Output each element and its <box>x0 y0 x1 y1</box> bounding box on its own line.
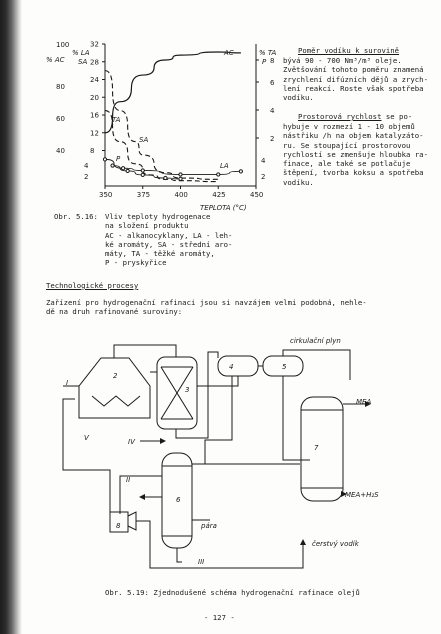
right-tick-label-ta: 6 <box>270 79 275 87</box>
left-tick-label-small: 2 <box>84 173 89 181</box>
label-unit-6: 6 <box>176 496 181 504</box>
left-tick-label-la: 12 <box>90 129 99 138</box>
heading-prostorova-rychlost: Prostorová rychlost <box>298 112 382 121</box>
section-title: Technologické procesy <box>46 281 139 290</box>
x-tick-label: 375 <box>136 191 151 199</box>
left-tick-label-la: 24 <box>90 76 99 84</box>
series-label-sa: SA <box>139 136 149 144</box>
left-tick-label-ac: 40 <box>56 147 65 155</box>
absorber-7 <box>301 397 343 501</box>
heading-pomer-vodiku: Poměr vodíku k surovině <box>298 46 400 55</box>
paragraph-prostorova-rychlost-line: finace, ale také se potlačuje <box>283 159 411 169</box>
right-tick-label-ta: 2 <box>270 135 275 143</box>
left-tick-label-small: 4 <box>84 162 89 170</box>
figure-5-16-caption-line: Vliv teploty hydrogenace <box>105 212 211 221</box>
paragraph-prostorova-rychlost-line: vodíku. <box>283 177 314 187</box>
x-tick-label: 425 <box>212 191 226 199</box>
left-tick-label-la: 8 <box>90 147 95 155</box>
section-paragraph-line: Zařízení pro hydrogenační rafinaci jsou si navzájem velmi podobná, nehle- <box>46 298 367 307</box>
paragraph-pomer-vodiku-line: Zvětšování tohoto poměru znamená <box>283 65 424 75</box>
paragraph-pomer-vodiku-line: zrychlení difúzních dějů a zrych- <box>283 74 428 84</box>
series-label-la: LA <box>220 162 229 170</box>
right-tick-label-small: 4 <box>261 157 266 165</box>
page-number: - 127 - <box>204 613 235 622</box>
label-mea-h2s: MEA+H₂S <box>345 491 379 499</box>
figure-5-16-caption-line: na složení produktu <box>105 221 189 231</box>
series-label-p: P <box>116 155 121 163</box>
left-axis-title-la: % LA <box>72 49 90 57</box>
x-tick-label: 350 <box>99 191 113 199</box>
left-tick-label-ac: 60 <box>56 115 65 123</box>
label-para: pára <box>201 522 217 530</box>
label-unit-7: 7 <box>314 444 319 452</box>
left-axis-title-ac: % AC <box>46 56 65 64</box>
paragraph-prostorova-rychlost-line: štěpení, tvorba koksu a spotřeba <box>283 168 424 178</box>
label-unit-5: 5 <box>282 363 287 371</box>
x-tick-label: 450 <box>250 191 264 199</box>
furnace-2 <box>79 358 150 418</box>
label-cirkulacni-plyn: cirkulační plyn <box>290 337 341 345</box>
right-tick-label-ta: 8 <box>270 57 275 65</box>
figure-5-19-caption: Obr. 5.19: Zjednodušené schéma hydrogenační rafinace olejů <box>105 588 360 597</box>
left-tick-label-la: 32 <box>90 40 99 49</box>
label-unit-2: 2 <box>113 372 118 380</box>
right-axis-title-ta: % TA <box>259 49 277 57</box>
x-axis-title: TEPLOTA (°C) <box>200 204 247 212</box>
x-tick-label: 400 <box>174 191 188 199</box>
label-stream-I: I <box>66 379 69 387</box>
separator-4 <box>218 356 258 376</box>
series-label-ta: TA <box>112 116 121 124</box>
figure-5-16-caption-line: P - pryskyřice <box>105 258 167 268</box>
section-paragraph-line: dě na druh rafinované suroviny: <box>46 307 183 317</box>
left-axis-title-sa: SA <box>78 58 88 66</box>
figure-5-16-caption-label: Obr. 5.16: <box>54 212 98 221</box>
right-tick-label-ta: 4 <box>270 107 275 115</box>
left-tick-label-ac: 80 <box>56 83 65 91</box>
paragraph-prostorova-rychlost-line: ru. Se stoupající prostorovou <box>283 140 411 150</box>
paragraph-pomer-vodiku-line: lení reakcí. Roste však spotřeba <box>283 83 424 93</box>
figure-5-16-caption-line: máty, TA - těžké aromáty, <box>105 249 215 259</box>
figure-5-16-caption-line: ké aromáty, SA - střední aro- <box>105 239 233 249</box>
left-tick-label-la: 28 <box>90 58 99 67</box>
label-unit-8: 8 <box>116 522 121 530</box>
left-tick-label-ac: 100 <box>56 41 70 49</box>
label-stream-V: V <box>84 434 89 442</box>
heading-prostorova-rychlost-tail: se po- <box>381 112 413 121</box>
paragraph-prostorova-rychlost-line: nástřiku /h na objem katalyzáto- <box>283 131 424 141</box>
label-cerstvy-vodik: čerstvý vodík <box>312 540 359 548</box>
left-tick-label-la: 16 <box>90 111 99 120</box>
paragraph-prostorova-rychlost-line: hybuje v rozmezí 1 - 10 objemů <box>283 122 415 131</box>
label-stream-III: III <box>198 558 205 566</box>
label-mea: MEA <box>356 398 372 406</box>
series-label-ac: AC <box>224 49 234 57</box>
label-unit-3: 3 <box>185 386 190 394</box>
right-tick-label-small: 2 <box>261 173 266 181</box>
left-tick-label-la: 20 <box>90 93 99 102</box>
figure-5-16-caption-line: AC - alkanocyklany, LA - leh- <box>105 230 233 240</box>
paragraph-pomer-vodiku-line: vodíku. <box>283 93 314 103</box>
paragraph-pomer-vodiku-line: bývá 90 - 700 Nm³/m³ oleje. <box>283 56 402 65</box>
paragraph-prostorova-rychlost-line: rychlostí se zmenšuje hloubka ra- <box>283 149 428 159</box>
label-stream-II: II <box>126 476 131 484</box>
label-stream-IV: IV <box>128 438 135 446</box>
label-unit-4: 4 <box>229 363 234 371</box>
right-axis-title-p: P <box>262 58 267 66</box>
furnace-coil <box>92 396 140 406</box>
